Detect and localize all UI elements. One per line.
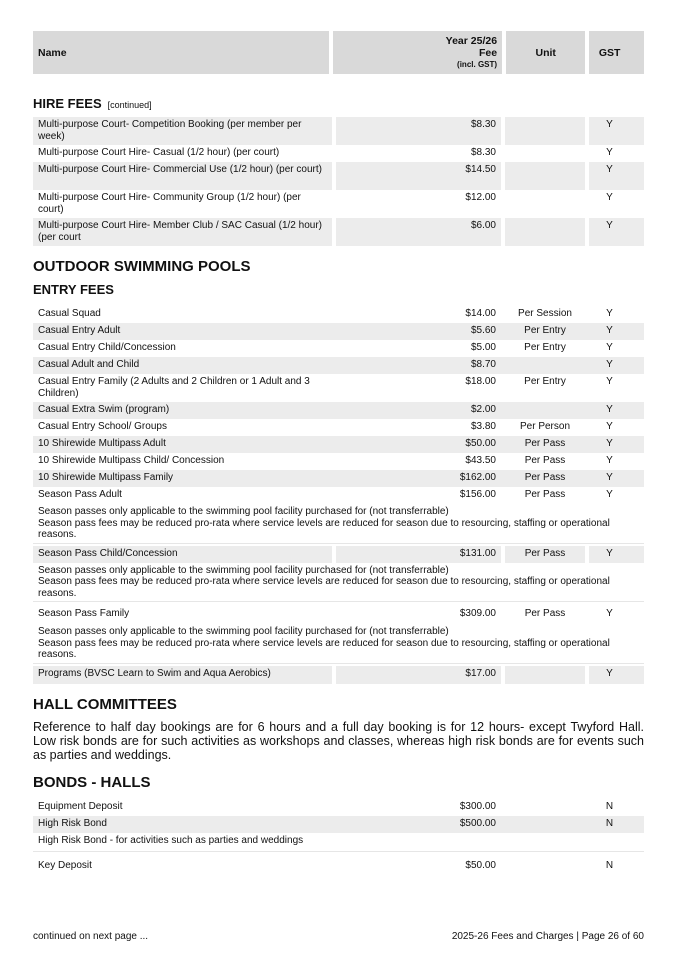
row-name: Season Pass Family [38, 608, 130, 619]
header-fee-gst-note: (incl. GST) [457, 59, 498, 69]
row-fee: $17.00 [336, 666, 501, 684]
table-row [33, 323, 644, 340]
table-row [33, 340, 644, 357]
row-fee: $6.00 [336, 218, 501, 246]
row-gst: Y [606, 421, 613, 432]
row-name: Casual Extra Swim (program) [38, 404, 170, 415]
table-row [33, 402, 644, 419]
fees-page [33, 31, 644, 875]
row-unit: Per Entry [524, 325, 566, 336]
row-name: Multi-purpose Court Hire- Commercial Use (1/2 hour) (per court) [33, 162, 332, 190]
table-row [33, 546, 644, 563]
row-fee: $3.80 [470, 421, 496, 432]
season-pass-adult-note [33, 504, 644, 544]
table-row [33, 604, 644, 624]
row-gst: Y [589, 546, 644, 563]
row-name: Casual Squad [38, 308, 101, 319]
section-hall-committees-title: HALL COMMITTEES [33, 695, 177, 713]
row-fee: $50.00 [465, 438, 496, 449]
row-gst: Y [606, 325, 613, 336]
row-unit: Per Pass [524, 489, 566, 500]
row-fee: $5.60 [470, 325, 496, 336]
row-gst: Y [606, 192, 613, 203]
row-fee: $43.50 [465, 455, 496, 466]
header-fee-year: Year 25/26 [445, 34, 498, 47]
row-fee: $8.30 [336, 117, 501, 145]
row-fee: $131.00 [336, 546, 501, 563]
header-fee [333, 31, 502, 74]
page-footer [33, 931, 644, 942]
row-name: Season Pass Adult [38, 489, 122, 500]
row-unit: Per Session [518, 308, 572, 319]
high-risk-bond-note: High Risk Bond - for activities such as parties and weddings [33, 833, 644, 852]
row-unit [505, 402, 585, 419]
row-gst: Y [606, 308, 613, 319]
footer-continued: continued on next page ... [33, 931, 149, 942]
row-fee: $309.00 [459, 608, 496, 619]
row-fee: $2.00 [470, 404, 496, 415]
row-gst: Y [606, 455, 613, 466]
table-row [33, 487, 644, 504]
table-row [33, 470, 644, 487]
row-unit: Per Pass [524, 455, 566, 466]
season-pass-note-line2: Season pass fees may be reduced pro-rata where service levels are reduced for season due to resourcing, staffing or operational reasons. [38, 517, 610, 540]
season-pass-note-line2: Season pass fees may be reduced pro-rata where service levels are reduced for season due to resourcing, staffing or operational reasons. [38, 576, 610, 599]
hall-committees-paragraph: Reference to half day bookings are for 6 hours and a full day booking is for 12 hours- except Twyford Hall. Low risk bonds are for such activities as workshops and classes, whereas high risk bonds are for events such as parties and weddings. [33, 719, 644, 762]
row-gst: Y [589, 162, 644, 190]
row-unit [505, 117, 585, 145]
season-pass-family-note [33, 624, 644, 664]
table-row [33, 306, 644, 323]
table-row [33, 218, 644, 246]
row-gst: Y [589, 666, 644, 684]
row-unit [505, 162, 585, 190]
table-row [33, 357, 644, 374]
header-name: Name [33, 31, 329, 74]
row-unit [505, 145, 585, 162]
row-name: Multi-purpose Court Hire- Casual (1/2 hour) (per court) [38, 147, 280, 158]
row-fee: $12.00 [465, 192, 496, 203]
hire-fees-title-text: HIRE FEES [33, 96, 102, 111]
season-pass-note-line1: Season passes only applicable to the swimming pool facility purchased for (not transferrable) [38, 506, 449, 517]
row-name: Multi-purpose Court- Competition Booking (per member per week) [33, 117, 332, 145]
row-name: Season Pass Child/Concession [33, 546, 332, 563]
row-name: 10 Shirewide Multipass Adult [38, 438, 166, 449]
row-name: High Risk Bond [38, 817, 107, 829]
row-unit: Per Pass [524, 608, 566, 619]
row-fee: $162.00 [459, 472, 496, 483]
table-row [33, 453, 644, 470]
row-name: Multi-purpose Court Hire- Member Club / SAC Casual (1/2 hour) (per court [33, 218, 332, 246]
row-unit [505, 799, 585, 816]
row-gst: Y [606, 438, 613, 449]
row-fee: $50.00 [465, 859, 496, 871]
row-unit [505, 218, 585, 246]
section-outdoor-pools-title: OUTDOOR SWIMMING POOLS [33, 258, 251, 275]
table-row [33, 419, 644, 436]
row-fee: $300.00 [459, 800, 496, 812]
footer-page-info: 2025-26 Fees and Charges | Page 26 of 60 [451, 931, 644, 942]
row-unit: Per Person [519, 421, 571, 432]
section-entry-fees-title: ENTRY FEES [33, 282, 114, 297]
row-fee: $14.50 [336, 162, 501, 190]
row-gst: Y [589, 117, 644, 145]
table-row [33, 436, 644, 453]
row-gst: N [605, 800, 614, 812]
header-gst: GST [589, 31, 644, 74]
row-name: Casual Entry Adult [38, 325, 121, 336]
row-unit: Per Entry [524, 342, 566, 353]
row-fee: $18.00 [465, 376, 496, 387]
season-pass-note-line1: Season passes only applicable to the swimming pool facility purchased for (not transferrable) [38, 626, 449, 637]
row-name: Multi-purpose Court Hire- Community Group (1/2 hour) (per court) [38, 192, 301, 215]
table-row [33, 117, 644, 145]
row-gst: Y [606, 359, 613, 370]
row-name: Programs (BVSC Learn to Swim and Aqua Aerobics) [33, 666, 332, 684]
table-row [33, 374, 644, 402]
row-fee: $8.30 [470, 147, 496, 158]
table-row [33, 666, 644, 684]
section-hire-fees-title [33, 96, 644, 111]
row-unit [505, 357, 585, 374]
row-unit [505, 816, 585, 833]
table-row [33, 162, 644, 190]
row-unit [505, 858, 585, 875]
row-name: Casual Entry Family (2 Adults and 2 Children or 1 Adult and 3 Children) [38, 376, 310, 399]
table-row [33, 190, 644, 218]
row-fee: $5.00 [470, 342, 496, 353]
row-name: Key Deposit [38, 859, 92, 871]
season-pass-note-line1: Season passes only applicable to the swimming pool facility purchased for (not transferrable) [38, 564, 449, 576]
row-unit [505, 190, 585, 218]
header-fee-label: Fee [478, 46, 498, 59]
season-pass-note-line2: Season pass fees may be reduced pro-rata where service levels are reduced for season due to resourcing, staffing or operational reasons. [38, 637, 610, 660]
row-gst: N [605, 817, 614, 829]
row-gst: Y [606, 608, 613, 619]
table-header [33, 31, 644, 74]
row-name: Equipment Deposit [38, 800, 123, 812]
row-name: 10 Shirewide Multipass Family [38, 472, 174, 483]
row-unit: Per Entry [524, 376, 566, 387]
row-fee: $500.00 [459, 817, 496, 829]
row-name: 10 Shirewide Multipass Child/ Concession [38, 455, 225, 466]
row-unit: Per Pass [505, 546, 585, 563]
row-gst: Y [606, 404, 613, 415]
row-fee: $156.00 [459, 489, 496, 500]
row-name: Casual Entry School/ Groups [38, 421, 167, 432]
row-gst: Y [606, 472, 613, 483]
row-name: Casual Entry Child/Concession [38, 342, 176, 353]
row-fee: $8.70 [470, 359, 496, 370]
row-name: Casual Adult and Child [38, 359, 140, 370]
table-row [33, 816, 644, 833]
row-gst: N [605, 859, 614, 871]
row-fee: $14.00 [465, 308, 496, 319]
table-row [33, 145, 644, 162]
row-gst: Y [606, 376, 613, 387]
row-gst: Y [606, 342, 613, 353]
hire-fees-continued: [continued] [107, 100, 152, 110]
row-gst: Y [606, 147, 613, 158]
table-row [33, 858, 644, 875]
table-row [33, 799, 644, 816]
row-gst: Y [589, 218, 644, 246]
header-unit: Unit [506, 31, 585, 74]
row-gst: Y [606, 489, 613, 500]
section-bonds-halls-title: BONDS - HALLS [33, 773, 151, 791]
row-unit [505, 666, 585, 684]
row-unit: Per Pass [524, 472, 566, 483]
row-unit: Per Pass [524, 438, 566, 449]
season-pass-child-note [33, 563, 644, 603]
